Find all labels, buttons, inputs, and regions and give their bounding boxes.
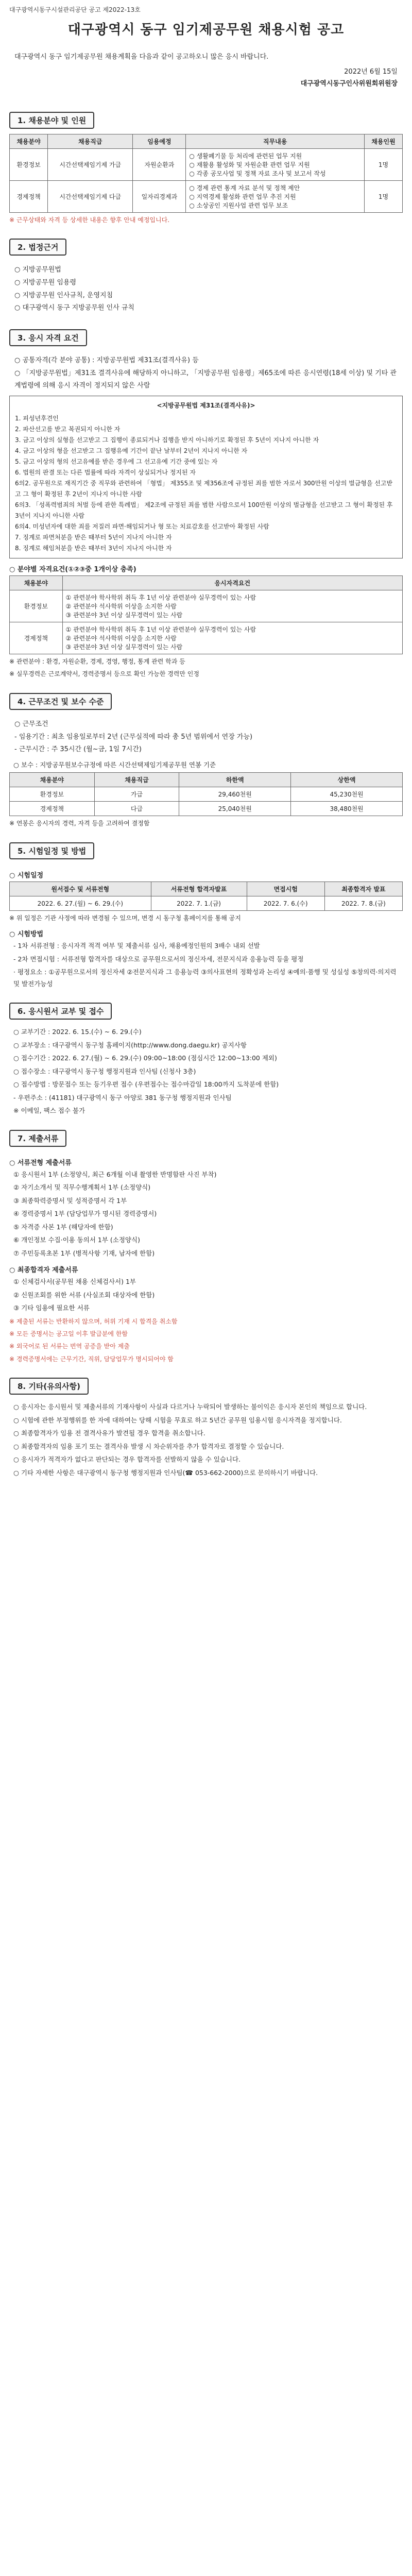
schedule-cell: 2022. 7. 6.(수) — [247, 896, 324, 910]
application-line: ○ 교부장소 : 대구광역시 동구청 홈페이지(http://www.dong.daegu.kr) 공지사항 — [13, 1041, 247, 1049]
field-requirement-title: ○ 분야별 자격요건(①②③중 1개이상 충족) — [9, 566, 136, 574]
duties-cell: ○ 경제 관련 통계 자료 분석 및 정책 제안 ○ 지역경제 활성화 관련 업무 추진 지원 ○ 소상공인 지원사업 관련 업무 보조 — [186, 180, 365, 212]
field-cell: 환경정보 — [10, 148, 48, 180]
issuer-name: 대구광역시동구인사위원회위원장 — [300, 80, 398, 88]
qualification-item: ○ 「지방공무원법」제31조 결격사유에 해당하지 아니하고, 「지방공무원 임용령」제65조에 따른 응시연령(18세 이상) 및 기타 관계법령에 의해 응시 자격이 정지되지 않은 사람 — [14, 369, 397, 390]
method-line: - 1차 서류전형 : 응시자격 적격 여부 및 제출서류 심사, 채용예정인원의 3배수 내외 선발 — [13, 942, 260, 950]
document-item: ③ 최종학력증명서 및 성적증명서 각 1부 — [13, 1196, 127, 1205]
requirement-table — [9, 575, 403, 654]
pay-intro: ○ 보수 : 지방공무원보수규정에 따른 시간선택제임기제공무원 연봉 기준 — [13, 760, 216, 769]
document-item: ⑦ 주민등록초본 1부 (병적사항 기재, 남자에 한함) — [13, 1249, 155, 1257]
legal-basis-item: ○ 지방공무원법 — [14, 266, 61, 274]
schedule-header: 원서접수 및 서류전형 — [10, 882, 151, 896]
requirement-row — [10, 622, 403, 654]
requirement-cell: ① 관련분야 학사학위 취득 후 1년 이상 관련분야 실무경력이 있는 사람 ② 관련분야 석사학위 이상을 소지한 사람 ③ 관련분야 3년 이상 실무경력이 있는 사람 — [62, 622, 402, 654]
schedule-cell: 2022. 6. 27.(월) ~ 6. 29.(수) — [10, 896, 151, 910]
caution-line: ○ 최종합격자가 임용 전 결격사유가 발견될 경우 합격을 취소합니다. — [13, 1429, 205, 1437]
pay-table — [9, 772, 403, 816]
application-line: ○ 접수기간 : 2022. 6. 27.(월) ~ 6. 29.(수) 09:00~18:00 (점심시간 12:00~13:00 제외) — [13, 1054, 277, 1062]
disqualification-line: 8. 징계로 해임처분을 받은 때부터 3년이 지나지 아니한 자 — [15, 545, 172, 552]
count-cell: 1명 — [364, 148, 402, 180]
schedule-header: 최종합격자 발표 — [324, 882, 402, 896]
document-item: ⑥ 개인정보 수집·이용 동의서 1부 (소정양식) — [13, 1236, 140, 1244]
document-item: ⑤ 자격증 사본 1부 (해당자에 한함) — [13, 1223, 113, 1231]
pay-grade-cell: 다급 — [94, 802, 179, 816]
disqualification-line: 6. 법원의 판결 또는 다른 법률에 따라 자격이 상실되거나 정지된 자 — [15, 469, 196, 477]
work-condition-list — [14, 718, 403, 756]
grade-cell: 시간선택제임기제 다급 — [48, 180, 133, 212]
pay-header: 채용직급 — [94, 773, 179, 787]
recruit-row — [10, 180, 403, 212]
pay-max-cell: 45,230천원 — [291, 787, 403, 802]
disqualification-line: 6의2. 공무원으로 재직기간 중 직무와 관련하여 「형법」 제355조 및 제356조에 규정된 죄를 범한 자로서 300만원 이상의 벌금형을 선고받고 그 형이 확정된 후 2년이 지나지 아니한 사람 — [15, 480, 393, 498]
legal-basis-item: ○ 지방공무원 인사규칙, 운영지침 — [14, 291, 113, 299]
application-line: ○ 교부기간 : 2022. 6. 15.(수) ~ 6. 29.(수) — [13, 1028, 142, 1036]
section-3-title: 3. 응시 자격 요건 — [9, 329, 87, 346]
requirement-footnote: ※ 실무경력은 근로계약서, 경력증명서 등으로 확인 가능한 경력만 인정 — [9, 670, 199, 678]
caution-line: ○ 기타 자세한 사항은 대구광역시 동구청 행정지원과 인사팀(☎ 053-662-2000)으로 문의하시기 바랍니다. — [13, 1468, 318, 1477]
document-note: ※ 모든 증명서는 공고일 이후 발급분에 한함 — [9, 1330, 128, 1338]
section-2-title: 2. 법정근거 — [9, 239, 66, 256]
requirement-row — [10, 590, 403, 622]
section-1-note: ※ 근무상태와 자격 등 상세한 내용은 향후 안내 예정입니다. — [9, 216, 170, 224]
pay-note: ※ 연봉은 응시자의 경력, 자격 등을 고려하여 결정함 — [9, 820, 150, 827]
recruit-table — [9, 134, 403, 213]
final-document-item: ② 신원조회를 위한 서류 (사실조회 대상자에 한함) — [13, 1291, 155, 1299]
recruit-header: 직무내용 — [186, 134, 365, 148]
disqualification-line: 7. 징계로 파면처분을 받은 때부터 5년이 지나지 아니한 자 — [15, 534, 172, 541]
pay-max-cell: 38,480천원 — [291, 802, 403, 816]
intro-text: 대구광역시 동구 임기제공무원 채용계획을 다음과 같이 공고하오니 많은 응시 바랍니다. — [14, 53, 269, 61]
grade-cell: 시간선택제임기제 가급 — [48, 148, 133, 180]
final-document-item: ① 신체검사서(공무원 채용 신체검사서) 1부 — [13, 1278, 136, 1286]
document-item: ② 자기소개서 및 직무수행계획서 1부 (소정양식) — [13, 1183, 151, 1192]
page-title: 대구광역시 동구 임기제공무원 채용시험 공고 — [67, 22, 345, 38]
pay-min-cell: 29,460천원 — [179, 787, 291, 802]
disqualification-line: 4. 금고 이상의 형을 선고받고 그 집행유예 기간이 끝난 날부터 2년이 지나지 아니한 자 — [15, 447, 248, 455]
document-item: ④ 경력증명서 1부 (담당업무가 명시된 경력증명서) — [13, 1210, 157, 1218]
schedule-cell: 2022. 7. 1.(금) — [151, 896, 247, 910]
field-cell: 환경정보 — [10, 590, 63, 622]
work-condition-item: - 근무시간 : 주 35시간 (월~금, 1일 7시간) — [14, 745, 142, 754]
legal-basis-list — [14, 264, 403, 315]
legal-basis-item: ○ 대구광역시 동구 지방공무원 인사 규칙 — [14, 304, 134, 312]
pay-header: 채용분야 — [10, 773, 95, 787]
requirement-cell: ① 관련분야 학사학위 취득 후 1년 이상 관련분야 실무경력이 있는 사람 ② 관련분야 석사학위 이상을 소지한 사람 ③ 관련분야 3년 이상 실무경력이 있는 사람 — [62, 590, 402, 622]
application-line: ○ 접수방법 : 방문접수 또는 등기우편 접수 (우편접수는 접수마감일 18:00까지 도착분에 한함) — [13, 1080, 279, 1089]
method-line: · 평정요소 : ①공무원으로서의 정신자세 ②전문지식과 그 응용능력 ③의사표현의 정확성과 논리성 ④예의·품행 및 성실성 ⑤창의력·의지력 및 발전가능성 — [13, 968, 397, 988]
field-cell: 경제정책 — [10, 622, 63, 654]
requirement-header: 채용분야 — [10, 576, 63, 590]
section-4-title: 4. 근무조건 및 보수 수준 — [9, 693, 112, 710]
requirement-footnote: ※ 관련분야 : 환경, 자원순환, 경제, 경영, 행정, 통계 관련 학과 등 — [9, 658, 185, 666]
recruit-header: 채용인원 — [364, 134, 402, 148]
dept-cell: 일자리경제과 — [133, 180, 186, 212]
disqualification-box — [9, 396, 403, 558]
caution-line: ○ 최종합격자의 임용 포기 또는 결격사유 발생 시 차순위자를 추가 합격자로 결정할 수 있습니다. — [13, 1442, 284, 1450]
qualification-list — [14, 354, 403, 393]
disqualification-line: 1. 피성년후견인 — [15, 415, 59, 422]
count-cell: 1명 — [364, 180, 402, 212]
section-1-title: 1. 채용분야 및 인원 — [9, 112, 94, 129]
disqualification-line: 5. 금고 이상의 형의 선고유예를 받은 경우에 그 선고유예 기간 중에 있는 자 — [15, 458, 218, 466]
qualification-item: ○ 공통자격(각 분야 공통) : 지방공무원법 제31조(결격사유) 등 — [14, 357, 199, 365]
application-line: ※ 이메일, 팩스 접수 불가 — [13, 1107, 85, 1115]
document-note: ※ 경력증명서에는 근무기간, 직위, 담당업무가 명시되어야 함 — [9, 1355, 174, 1363]
recruit-header: 채용분야 — [10, 134, 48, 148]
pay-field-cell: 경제정책 — [10, 802, 95, 816]
pay-header: 하한액 — [179, 773, 291, 787]
disqualification-line: 6의4. 미성년자에 대한 죄를 저질러 파면·해임되거나 형 또는 치료감호를 선고받아 확정된 사람 — [15, 523, 269, 531]
notice-date: 2022년 6월 15일 — [344, 68, 398, 76]
legal-basis-item: ○ 지방공무원 임용령 — [14, 278, 77, 286]
field-cell: 경제정책 — [10, 180, 48, 212]
schedule-header: 면접시험 — [247, 882, 324, 896]
disqualification-line: 6의3. 「성폭력범죄의 처벌 등에 관한 특례법」 제2조에 규정된 죄를 범한 사람으로서 100만원 이상의 벌금형을 선고받고 그 형이 확정된 후 3년이 지나지 아니한 사람 — [15, 501, 393, 520]
pay-header: 상한액 — [291, 773, 403, 787]
caution-line: ○ 시험에 관한 부정행위를 한 자에 대하여는 당해 시험을 무효로 하고 5년간 공무원 임용시험 응시자격을 정지합니다. — [13, 1416, 342, 1424]
notice-number: 대구광역시동구시설관리공단 공고 제2022-13호 — [9, 6, 141, 13]
recruit-row — [10, 148, 403, 180]
pay-row — [10, 787, 403, 802]
work-condition-item: - 임용기간 : 최초 임용일로부터 2년 (근무실적에 따라 총 5년 범위에서 연장 가능) — [14, 733, 253, 741]
dept-cell: 자원순환과 — [133, 148, 186, 180]
pay-grade-cell: 가급 — [94, 787, 179, 802]
disqualification-line: 2. 파산선고를 받고 복권되지 아니한 자 — [15, 426, 121, 433]
schedule-header: 서류전형 합격자발표 — [151, 882, 247, 896]
schedule-title: ○ 시험일정 — [9, 871, 44, 879]
docs-title: ○ 서류전형 제출서류 — [9, 1159, 72, 1167]
duties-cell: ○ 생활폐기물 등 처리에 관련된 업무 지원 ○ 재활용 활성화 및 자원순환 관련 업무 지원 ○ 각종 공모사업 및 정책 자료 조사 및 보고서 작성 — [186, 148, 365, 180]
section-5-title: 5. 시험일정 및 방법 — [9, 842, 94, 859]
pay-field-cell: 환경정보 — [10, 787, 95, 802]
method-line: - 2차 면접시험 : 서류전형 합격자를 대상으로 공무원으로서의 정신자세, 전문지식과 응용능력 등을 평정 — [13, 955, 304, 963]
caution-line: ○ 응시자가 적격자가 없다고 판단되는 경우 합격자를 선발하지 않을 수 있습니다. — [13, 1455, 241, 1464]
final-document-item: ③ 기타 임용에 필요한 서류 — [13, 1304, 90, 1312]
section-7-title: 7. 제출서류 — [9, 1130, 66, 1147]
application-line: - 우편주소 : (41181) 대구광역시 동구 아양로 381 동구청 행정지원과 인사팀 — [13, 1093, 232, 1101]
section-8-title: 8. 기타(유의사항) — [9, 1378, 89, 1395]
application-line: ○ 접수장소 : 대구광역시 동구청 행정지원과 인사팀 (신청사 3층) — [13, 1067, 196, 1075]
schedule-cell: 2022. 7. 8.(금) — [324, 896, 402, 910]
recruit-header: 채용직급 — [48, 134, 133, 148]
signature-block — [9, 66, 398, 90]
method-title: ○ 시험방법 — [9, 930, 44, 939]
final-docs-title: ○ 최종합격자 제출서류 — [9, 1266, 78, 1275]
caution-line: ○ 응시자는 응시원서 및 제출서류의 기재사항이 사실과 다르거나 누락되어 발생하는 불이익은 응시자 본인의 책임으로 합니다. — [13, 1403, 367, 1411]
schedule-note: ※ 위 일정은 기관 사정에 따라 변경될 수 있으며, 변경 시 동구청 홈페이지를 통해 공지 — [9, 914, 241, 922]
disqualification-line: 3. 금고 이상의 실형을 선고받고 그 집행이 종료되거나 집행을 받지 아니하기로 확정된 후 5년이 지나지 아니한 자 — [15, 436, 319, 444]
section-6-title: 6. 응시원서 교부 및 접수 — [9, 1003, 112, 1020]
document-note: ※ 제출된 서류는 반환하지 않으며, 허위 기재 시 합격을 취소함 — [9, 1317, 178, 1325]
pay-min-cell: 25,040천원 — [179, 802, 291, 816]
recruit-header: 임용예정 — [133, 134, 186, 148]
pay-row — [10, 802, 403, 816]
work-condition-item: ○ 근무조건 — [14, 720, 48, 728]
requirement-header: 응시자격요건 — [62, 576, 402, 590]
disqualification-title: <지방공무원법 제31조(결격사유)> — [157, 402, 255, 410]
schedule-table — [9, 882, 403, 911]
document-note: ※ 외국어로 된 서류는 번역 공증을 받아 제출 — [9, 1343, 130, 1350]
document-item: ① 응시원서 1부 (소정양식, 최근 6개월 이내 촬영한 반명함판 사진 부착) — [13, 1170, 217, 1178]
